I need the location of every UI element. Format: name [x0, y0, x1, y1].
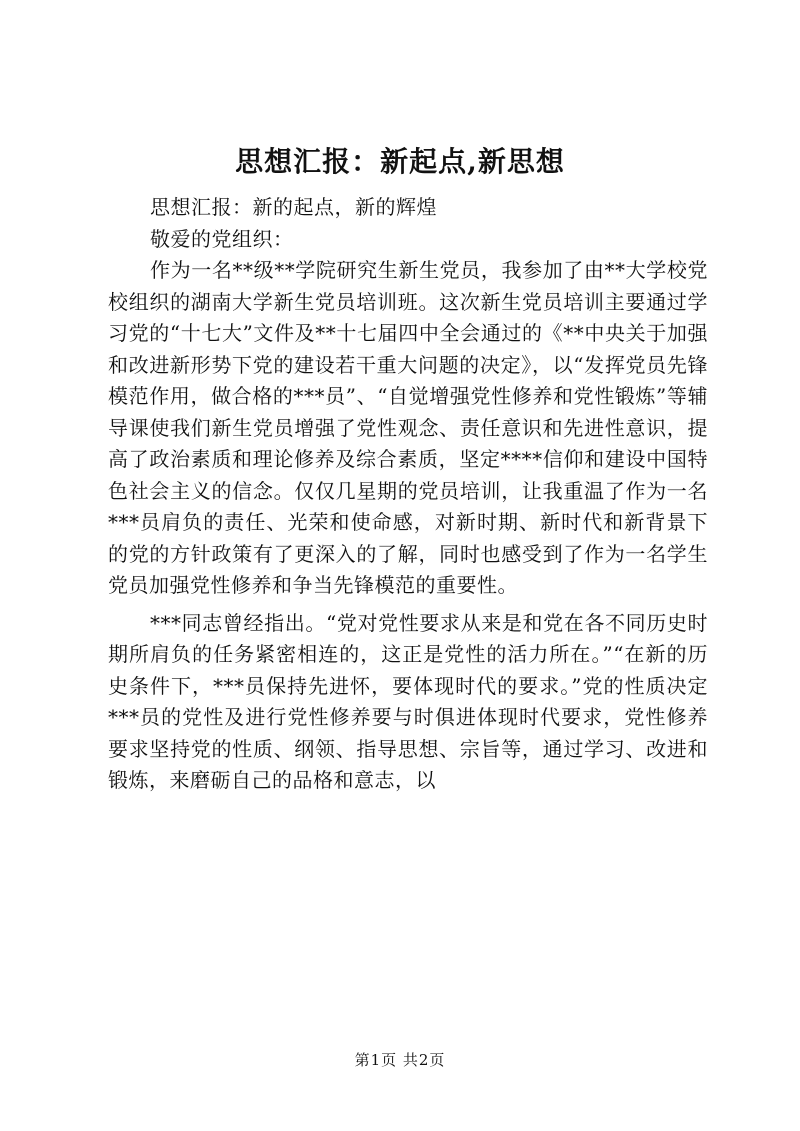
document-body [108, 192, 708, 797]
paragraph: ***同志曾经指出。“党对党性要求从来是和党在各不同历史时期所肩负的任务紧密相连的，这正是党性的活力所在。”“在新的历史条件下，***员保持先进怀，要体现时代的要求。”党的性质决定***员的党性及进行党性修养要与时俱进体现时代要求，党性修养要求坚持党的性质、纲领、指导思想、宗旨等，通过学习、改进和锻炼，来磨砺自己的品格和意志，以 [108, 610, 708, 792]
subtitle-line: 思想汇报：新的起点，新的辉煌 [150, 195, 437, 219]
page-footer: 第1页 共2页 [354, 1051, 446, 1069]
paragraph: 作为一名**级**学院研究生新生党员，我参加了由**大学校党校组织的湖南大学新生党员培训班。这次新生党员培训主要通过学习党的“十七大”文件及**十七届四中全会通过的《**中央关于加强和改进新形势下党的建设若干重大问题的决定》，以“发挥党员先锋模范作用，做合格的***员”、“自觉增强党性修养和党性锻炼”等辅导课使我们新生党员增强了党性观念、责任意识和先进性意识，提高了政治素质和理论修养及综合素质，坚定****信仰和建设中国特色社会主义的信念。仅仅几星期的党员培训，让我重温了作为一名***员肩负的责任、光荣和使命感，对新时期、新时代和新背景下的党的方针政策有了更深入的了解，同时也感受到了作为一名学生党员加强党性修养和争当先锋模范的重要性。 [108, 258, 708, 597]
salutation-line: 敬爱的党组织： [150, 226, 294, 251]
document-title: 思想汇报：新起点,新思想 [235, 145, 565, 178]
